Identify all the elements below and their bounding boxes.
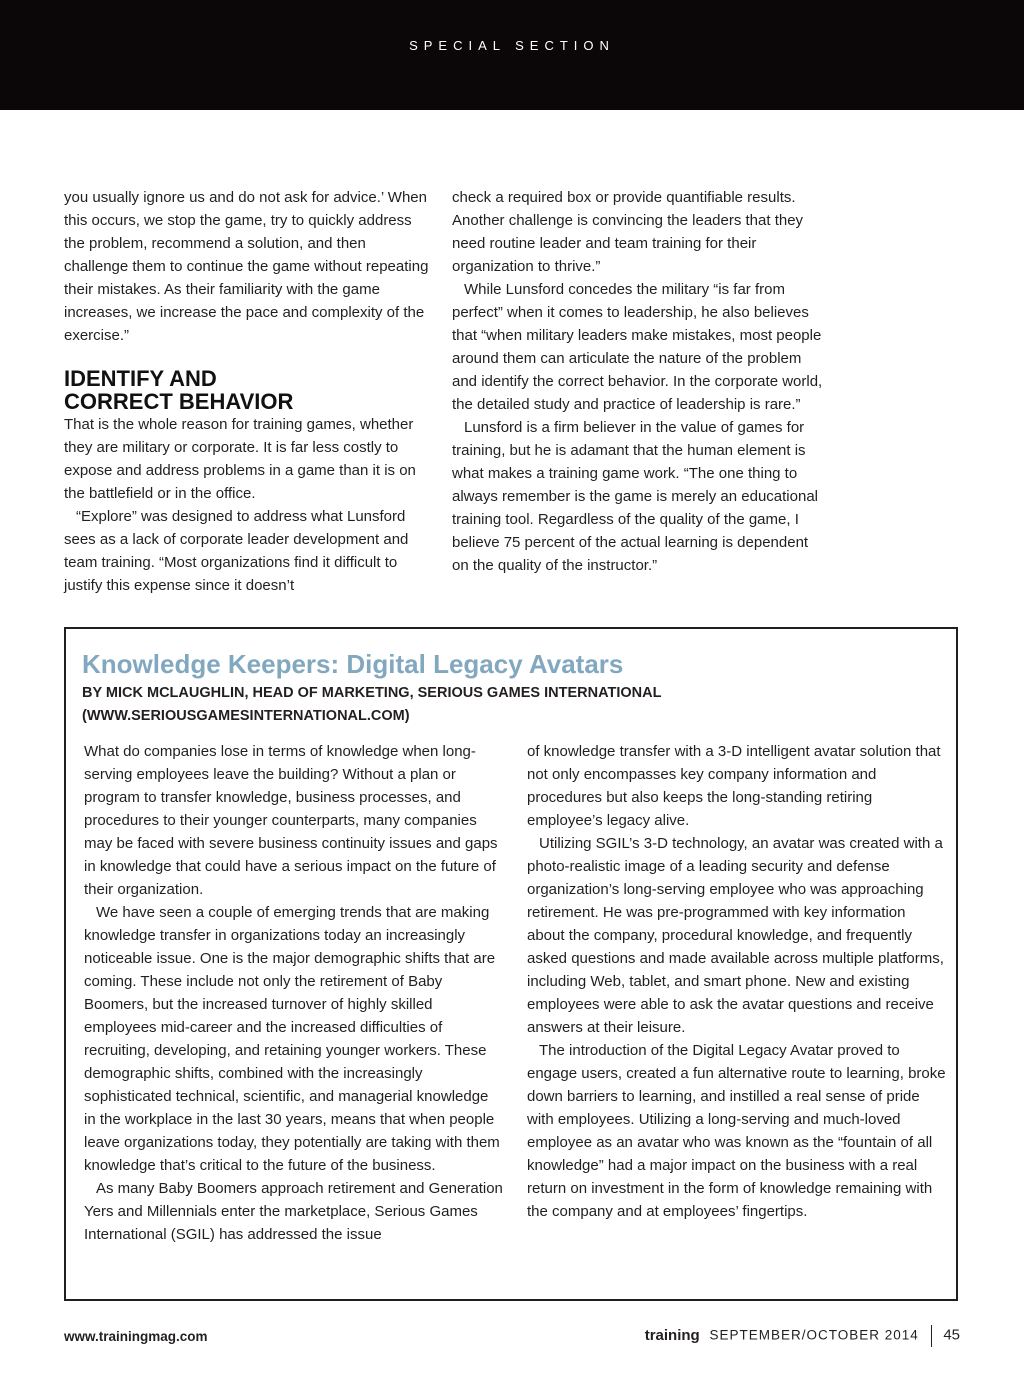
article-paragraph: check a required box or provide quantifiable results. Another challenge is convincing the leaders that they need routine leader and team training for their organization to thrive.” xyxy=(452,189,804,275)
article-paragraph: Lunsford is a firm believer in the value of games for training, but he is adamant that the human element is what makes a training game work. “The one thing to always remember is the game is merely an educational training tool. Regardless of the quality of the game, I believe 75 percent of the actual learning is dependent on the quality of the instructor.” xyxy=(452,419,818,574)
article-right-column xyxy=(452,186,824,577)
article-subhead xyxy=(64,367,430,413)
sidebar-paragraph: We have seen a couple of emerging trends that are making knowledge transfer in organizations today an increasingly noticeable issue. One is the major demographic shifts that are coming. These include not only the retirement of Baby Boomers, but the increased turnover of highly skilled employees mid-career and the increased difficulties of recruiting, developing, and retaining younger workers. These demographic shifts, combined with the increasingly sophisticated technical, scientific, and managerial knowledge in the workplace in the last 30 years, means that when people leave organizations today, they potentially are taking with them knowledge that’s critical to the future of the business. xyxy=(84,904,500,1174)
byline-line: BY MICK MCLAUGHLIN, HEAD OF MARKETING, SERIOUS GAMES INTERNATIONAL xyxy=(82,685,662,701)
section-label: SPECIAL SECTION xyxy=(409,38,615,53)
footer-divider xyxy=(931,1325,932,1347)
sidebar-title: Knowledge Keepers: Digital Legacy Avatars xyxy=(82,649,624,679)
article-paragraph: While Lunsford concedes the military “is far from perfect” when it comes to leadership, he also believes that “when military leaders make mistakes, most people around them can articulate the nature of the problem and identify the correct behavior. In the corporate world, the detailed study and practice of leadership is rare.” xyxy=(452,281,823,413)
byline-url: (WWW.SERIOUSGAMESINTERNATIONAL.COM) xyxy=(82,708,410,724)
sidebar-paragraph: What do companies lose in terms of knowledge when long-serving employees leave the building? Without a plan or program to transfer knowledge, business processes, and procedures to their younger counterparts, many companies may be faced with severe business continuity issues and gaps in knowledge that could have a serious impact on the future of their organization. xyxy=(84,743,498,898)
sidebar-right-column xyxy=(527,740,947,1223)
sidebar-byline xyxy=(82,682,942,728)
sidebar-paragraph: of knowledge transfer with a 3-D intelligent avatar solution that not only encompasses key company information and procedures but also keeps the long-standing retiring employee’s legacy alive. xyxy=(527,743,941,829)
footer-issue-date: SEPTEMBER/OCTOBER 2014 xyxy=(709,1327,919,1343)
article-paragraph: you usually ignore us and do not ask for advice.’ When this occurs, we stop the game, try to quickly address the problem, recommend a solution, and then challenge them to continue the game without repeating their mistakes. As their familiarity with the game increases, we increase the pace and complexity of the exercise.” xyxy=(64,189,429,344)
subhead-line: IDENTIFY AND xyxy=(64,366,217,391)
sidebar-paragraph: As many Baby Boomers approach retirement and Generation Yers and Millennials enter the marketplace, Serious Games International (SGIL) has addressed the issue xyxy=(84,1180,503,1243)
article-paragraph: “Explore” was designed to address what Lunsford sees as a lack of corporate leader development and team training. “Most organizations find it difficult to justify this expense since it doesn’t xyxy=(64,508,409,594)
sidebar-left-column xyxy=(84,740,504,1246)
sidebar-paragraph: Utilizing SGIL’s 3-D technology, an avatar was created with a photo-realistic image of a leading security and defense organization’s long-serving employee who was approaching retirement. He was pre-programmed with key information about the company, procedural knowledge, and frequently asked questions and made available across multiple platforms, including Web, tablet, and smart phone. New and existing employees were able to ask the avatar questions and receive answers at their leisure. xyxy=(527,835,944,1036)
header-band xyxy=(0,0,1024,110)
footer-url[interactable]: www.trainingmag.com xyxy=(64,1329,208,1344)
footer-brand: training xyxy=(644,1326,700,1344)
sidebar-paragraph: The introduction of the Digital Legacy Avatar proved to engage users, created a fun alternative route to learning, broke down barriers to learning, and instilled a real sense of pride with employees. Utilizing a long-serving and much-loved employee as an avatar who was known as the “fountain of all knowledge” had a major impact on the business with a real return on investment in the form of knowledge remaining with the company and at employees’ fingertips. xyxy=(527,1042,946,1220)
article-left-column xyxy=(64,186,430,597)
page-number: 45 xyxy=(943,1326,960,1344)
article-paragraph: That is the whole reason for training games, whether they are military or corporate. It is far less costly to expose and address problems in a game than it is on the battlefield or in the office. xyxy=(64,416,416,502)
subhead-line: CORRECT BEHAVIOR xyxy=(64,389,294,414)
footer-issue-info xyxy=(645,1325,960,1347)
